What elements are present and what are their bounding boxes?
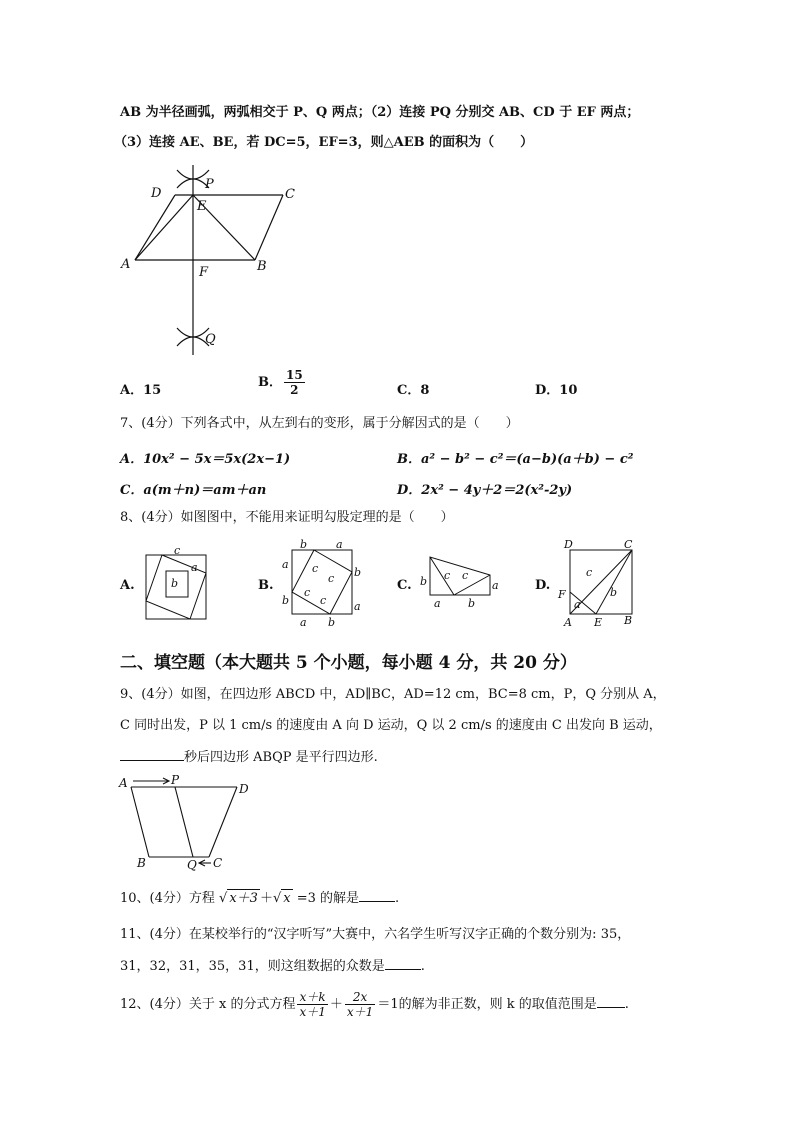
q8b-label-c4: c <box>320 594 327 607</box>
q8c-label-c2: c <box>462 569 469 582</box>
q11-line2-wrap <box>120 958 425 976</box>
section-2-title: 二、填空题（本大题共 5 个小题，每小题 4 分，共 20 分） <box>120 653 577 673</box>
q10-rad1: x＋3 <box>229 891 258 906</box>
q8d-label-d: D <box>564 538 573 551</box>
q8b-label-b1: b <box>300 538 308 551</box>
q6-line-ae <box>135 195 193 260</box>
q8-stem: 8、(4分）如图图中，不能用来证明勾股定理的是（ ） <box>120 510 454 525</box>
q12-prefix: 12、(4分）关于 x 的分式方程 <box>120 997 296 1012</box>
q9-figure <box>115 775 265 871</box>
q8d-label-c-pt: C <box>624 538 633 551</box>
q9-label-d: D <box>239 782 249 796</box>
q8a-label-a: a <box>191 561 198 574</box>
q9-label-p: P <box>171 775 180 787</box>
q8-option-b[interactable]: B. <box>258 578 274 593</box>
q12-f2-num: 2x <box>345 990 375 1005</box>
q6-line1: AB 为半径画弧，两弧相交于 P、Q 两点；（2）连接 PQ 分别交 AB、CD 于 EF 两点； <box>120 105 640 120</box>
q11-line1: 11、(4分）在某校举行的“汉字听写”大赛中，六名学生听写汉字正确的个数分别为: 35， <box>120 927 631 942</box>
q8-figure-b <box>278 538 366 630</box>
q8c-label-b1: b <box>420 575 428 588</box>
q8d-label-a-pt: A <box>564 616 572 629</box>
q6-label-e: E <box>197 199 207 214</box>
q8b-label-c2: c <box>328 572 335 585</box>
q6-option-a[interactable]: A．15 <box>120 383 162 398</box>
q6-option-c[interactable]: C．8 <box>397 383 430 398</box>
q9-line3-text: 秒后四边形 ABQP 是平行四边形. <box>184 750 378 765</box>
q6-option-b-num: 15 <box>286 368 303 382</box>
q6-figure <box>115 160 315 360</box>
q10-rad2: x <box>283 891 291 906</box>
q6-label-d: D <box>151 186 162 201</box>
q8-option-d[interactable]: D. <box>535 578 551 593</box>
q8b-label-b4: b <box>328 616 336 629</box>
q12-f2-den: x＋1 <box>346 1005 374 1019</box>
q10-end: . <box>395 891 400 906</box>
q9-label-c: C <box>213 856 223 870</box>
q9-line3 <box>120 749 378 767</box>
q10-sqrt2: √ x <box>272 891 291 906</box>
q8-option-c[interactable]: C. <box>397 578 412 593</box>
q9-label-q: Q <box>187 858 197 871</box>
q6-label-q: Q <box>205 332 216 347</box>
q7-option-d[interactable]: D．2x² − 4y＋2＝2(x²-2y) <box>397 483 573 498</box>
q8c-label-b2: b <box>468 597 476 610</box>
q6-option-b[interactable] <box>258 368 307 397</box>
q6-label-a: A <box>121 257 131 272</box>
q8b-label-a4: a <box>300 616 307 629</box>
q8-option-a[interactable]: A. <box>120 578 135 593</box>
q8d-label-f: F <box>558 588 566 601</box>
q12-answer-blank[interactable] <box>597 1007 625 1008</box>
q6-option-b-label: B． <box>258 375 282 390</box>
q6-side-ad <box>135 195 175 260</box>
q8b-label-c1: c <box>312 562 319 575</box>
q8b-label-b3: b <box>282 594 290 607</box>
q8-figure-d <box>556 538 644 630</box>
q8c-label-c1: c <box>444 569 451 582</box>
q8b-label-c3: c <box>304 586 311 599</box>
q8b-label-a3: a <box>354 600 361 613</box>
q6-label-p: P <box>205 177 214 192</box>
q11-end: . <box>420 959 425 974</box>
q6-option-b-den: 2 <box>290 383 299 397</box>
q9-label-a: A <box>119 776 128 790</box>
q6-line2: （3）连接 AE、BE，若 DC=5，EF=3，则△AEB 的面积为（ ） <box>114 135 534 150</box>
q8d-label-c: c <box>586 566 593 579</box>
q8d-label-e: E <box>594 616 603 629</box>
q9-answer-blank[interactable] <box>120 760 184 761</box>
q8d-label-b: b <box>610 586 618 599</box>
q8b-label-a1: a <box>336 538 343 551</box>
q9-line2: C 同时出发，P 以 1 cm/s 的速度由 A 向 D 运动，Q 以 2 cm/s 的速度由 C 出发向 B 运动， <box>120 718 662 733</box>
q10-sqrt1: √ x＋3 <box>219 891 258 906</box>
q6-label-f: F <box>199 265 209 280</box>
q7-stem: 7、(4分）下列各式中，从左到右的变形，属于分解因式的是（ ） <box>120 416 519 431</box>
q10-line <box>120 889 399 908</box>
q10-plus: ＋ <box>259 891 273 906</box>
q12-plus: ＋ <box>329 997 343 1012</box>
q12-f1-num: x＋k <box>297 990 327 1005</box>
q12-suffix: 的解为非正数，则 k 的取值范围是 <box>398 997 597 1012</box>
q10-answer-blank[interactable] <box>359 901 395 902</box>
q8a-label-c: c <box>174 544 181 557</box>
q6-label-c: C <box>285 187 295 202</box>
q9-label-b: B <box>137 856 146 870</box>
q11-line2: 31，32，31，35，31，则这组数据的众数是 <box>120 959 385 974</box>
q12-f1-den: x＋1 <box>299 1005 326 1019</box>
q8-figure-a <box>142 543 210 623</box>
q6-side-bc <box>255 195 283 260</box>
q12-fraction1 <box>297 990 327 1019</box>
q8c-label-a1: a <box>492 579 499 592</box>
q11-answer-blank[interactable] <box>385 969 421 970</box>
q8b-label-a2: a <box>282 558 289 571</box>
q12-eq: ＝1 <box>377 997 399 1012</box>
q6-label-b: B <box>257 259 267 274</box>
q8d-label-a: a <box>574 598 581 611</box>
q6-option-b-fraction <box>284 368 305 397</box>
q12-line <box>120 990 629 1020</box>
q8-figure-c <box>414 553 506 613</box>
q12-end: . <box>624 997 629 1012</box>
q7-option-c[interactable]: C．a(m＋n)＝am＋an <box>120 483 267 498</box>
q9-line1: 9、(4分）如图，在四边形 ABCD 中，AD∥BC，AD=12 cm，BC=8 cm，P，Q 分别从 A， <box>120 687 666 702</box>
q8a-label-b: b <box>171 577 179 590</box>
q8c-label-a2: a <box>434 597 441 610</box>
q7-option-b[interactable]: B．a² − b² − c²＝(a−b)(a＋b) − c² <box>397 452 634 467</box>
q7-option-a[interactable]: A．10x² − 5x＝5x(2x−1) <box>120 452 291 467</box>
q8b-label-b2: b <box>354 566 362 579</box>
q10-prefix: 10、(4分）方程 <box>120 891 215 906</box>
q12-fraction2 <box>345 990 375 1019</box>
q10-suffix: =3 的解是 <box>296 891 360 906</box>
q8d-label-b-pt: B <box>624 614 633 627</box>
q6-option-d[interactable]: D．10 <box>535 383 578 398</box>
